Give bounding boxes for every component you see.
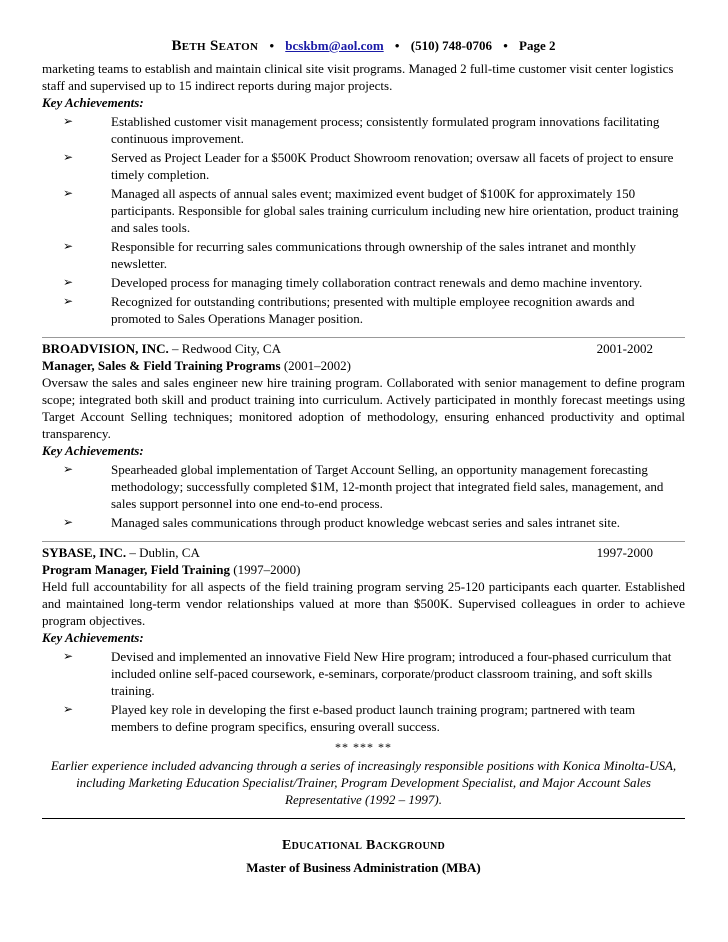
company-name: BROADVISION, INC. (42, 341, 169, 356)
resume-page (42, 36, 685, 876)
company-info (42, 544, 200, 561)
arrow-bullet-icon: ➢ (63, 294, 74, 308)
job-header-broadvision (42, 340, 685, 357)
list-item (42, 185, 685, 236)
list-item (42, 648, 685, 699)
divider-stars: ** *** ** (335, 740, 392, 754)
job-description: Oversaw the sales and sales engineer new hire training program. Collaborated with senior management to define program scope; integrated both skill and product training into curriculum. Actively participated in monthly forecast meetings using Target Account Selling techniques; monitored adoption of methodology, ensuring enhanced productivity and optimal transparency. (42, 375, 685, 441)
bullet-separator-icon: • (394, 38, 400, 53)
achievement-text: Recognized for outstanding contributions; presented with multiple employee recognition awards and promoted to Sales Operations Manager position. (111, 294, 635, 326)
job-title-line (42, 561, 685, 578)
list-item (42, 274, 685, 291)
achievements-list (42, 648, 685, 735)
achievement-text: Spearheaded global implementation of Target Account Selling, an opportunity management forecasting methodology; successfully completed $1M, 12-month project that integrated field sales, management, and sales support personnel into one end-to-end process. (111, 462, 664, 511)
candidate-name: Beth Seaton (171, 38, 259, 54)
arrow-bullet-icon: ➢ (63, 114, 74, 128)
arrow-bullet-icon: ➢ (63, 275, 74, 289)
arrow-bullet-icon: ➢ (63, 462, 74, 476)
list-item (42, 238, 685, 272)
list-item (42, 113, 685, 147)
section-divider (42, 541, 685, 542)
arrow-bullet-icon: ➢ (63, 186, 74, 200)
arrow-bullet-icon: ➢ (63, 515, 74, 529)
arrow-bullet-icon: ➢ (63, 150, 74, 164)
employment-dates: 2001-2002 (596, 341, 653, 356)
job-title-dates: (1997–2000) (230, 562, 301, 577)
arrow-bullet-icon: ➢ (63, 649, 74, 663)
education-heading: Educational Background (281, 838, 446, 853)
key-achievements-label: Key Achievements: (42, 95, 144, 110)
education-degree: Master of Business Administration (MBA) (246, 860, 481, 875)
job-header-sybase (42, 544, 685, 561)
arrow-bullet-icon: ➢ (63, 239, 74, 253)
achievement-text: Served as Project Leader for a $500K Product Showroom renovation; oversaw all facets of project to ensure timely completion. (111, 150, 674, 182)
section-divider (42, 337, 685, 338)
phone-number: (510) 748-0706 (410, 38, 492, 53)
continuation-paragraph: marketing teams to establish and maintain clinical site visit programs. Managed 2 full-time customer visit center logistics staff and supervised up to 15 indirect reports during major projects. (42, 61, 674, 93)
bullet-separator-icon: • (269, 38, 275, 53)
company-location: – Dublin, CA (126, 545, 200, 560)
job-title-line (42, 357, 685, 374)
achievement-text: Developed process for managing timely collaboration contract renewals and demo machine inventory. (111, 275, 643, 290)
page-number: Page 2 (519, 38, 556, 53)
job-title: Program Manager, Field Training (42, 562, 231, 577)
job-title-dates: (2001–2002) (280, 358, 351, 373)
list-item (42, 149, 685, 183)
achievement-text: Responsible for recurring sales communications through ownership of the sales intranet and monthly newsletter. (111, 239, 636, 271)
earlier-experience: Earlier experience included advancing through a series of increasingly responsible positions with Konica Minolta-USA, including Marketing Education Specialist/Trainer, Program Development Specialist, and Major Account Sales Representative (1992 – 1997). (50, 758, 677, 807)
achievement-text: Established customer visit management process; consistently formulated program innovations facilitating continuous improvement. (111, 114, 660, 146)
key-achievements-label: Key Achievements: (42, 443, 144, 458)
email-link[interactable]: bcskbm@aol.com (285, 38, 384, 53)
achievements-list (42, 461, 685, 531)
list-item (42, 461, 685, 512)
bullet-separator-icon: • (503, 38, 508, 53)
achievements-list (42, 113, 685, 327)
section-divider (42, 818, 685, 819)
employment-dates: 1997-2000 (596, 545, 653, 560)
arrow-bullet-icon: ➢ (63, 702, 74, 716)
page-header (42, 36, 685, 58)
company-info (42, 340, 281, 357)
list-item (42, 701, 685, 735)
job-description: Held full accountability for all aspects of the field training program serving 25-120 participants each quarter. Established and maintained long-term vendor relationships valued at more than $500K. Supervised colleagues in order to achieve program objectives. (42, 579, 685, 628)
list-item (42, 293, 685, 327)
job-title: Manager, Sales & Field Training Programs (42, 358, 281, 373)
company-name: SYBASE, INC. (42, 545, 127, 560)
company-location: – Redwood City, CA (168, 341, 281, 356)
key-achievements-label: Key Achievements: (42, 630, 144, 645)
achievement-text: Managed sales communications through product knowledge webcast series and sales intranet site. (111, 515, 621, 530)
achievement-text: Devised and implemented an innovative Field New Hire program; introduced a four-phased curriculum that included online self-paced coursework, e-seminars, corporate/product classroom training, and soft skills training. (111, 649, 672, 698)
list-item (42, 514, 685, 531)
achievement-text: Played key role in developing the first e-based product launch training program; partnered with team members to define program specifics, ensuring overall success. (111, 702, 636, 734)
achievement-text: Managed all aspects of annual sales event; maximized event budget of $100K for approximately 150 participants. Responsible for global sales training curriculum including new hire orientation, product training and sales tools. (111, 186, 679, 235)
